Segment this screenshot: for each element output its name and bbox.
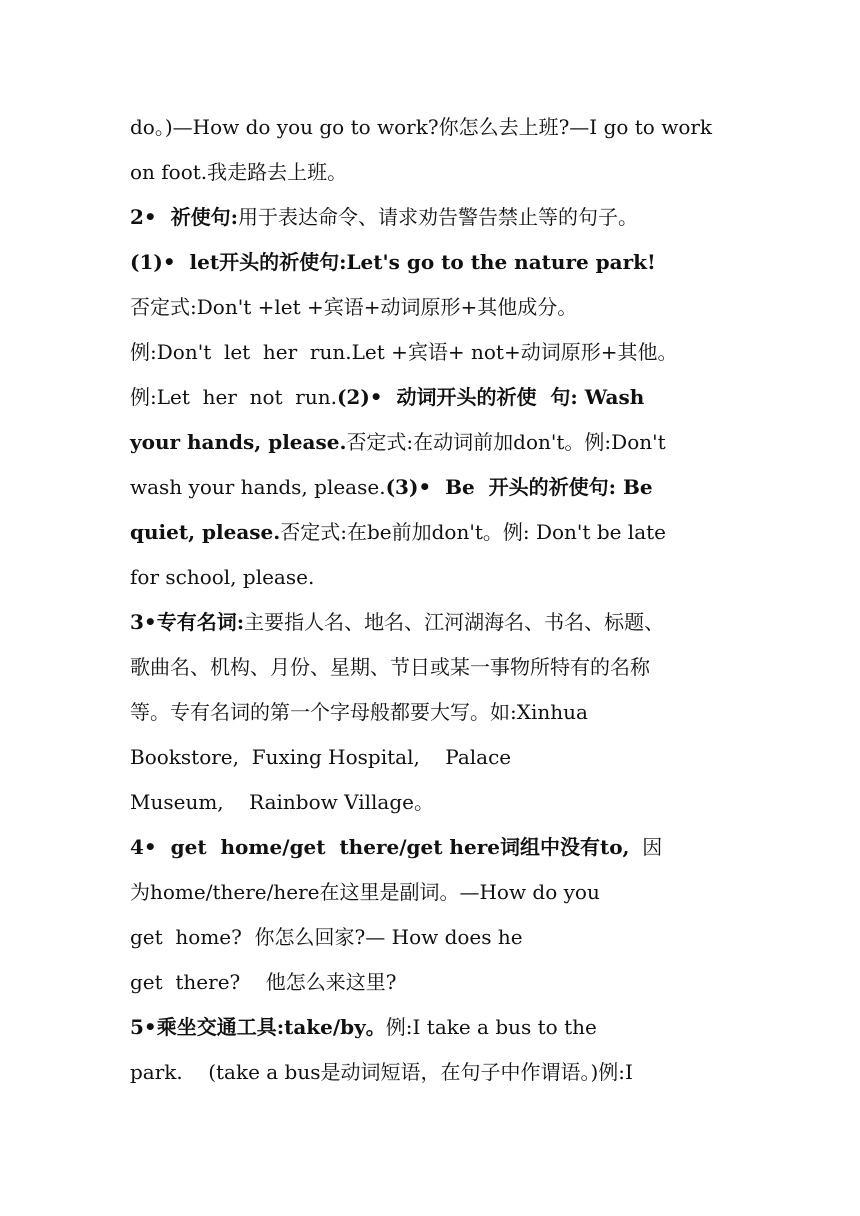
text-segment: 用于表达命令、请求劝告警告禁止等的句子。: [238, 205, 639, 229]
text-segment: wash your hands, please.: [130, 475, 386, 499]
text-line: [130, 292, 770, 322]
text-segment: 等。专有名词的第一个字母般都要大写。如:Xinhua: [130, 700, 588, 724]
text-line: [130, 967, 770, 997]
text-line: [130, 832, 770, 862]
text-line: [130, 112, 770, 142]
bold-text-segment: (1)• let开头的祈使句:Let's go to the nature park!: [130, 250, 656, 274]
text-line: [130, 742, 770, 772]
bold-text-segment: (2)• 动词开头的祈使 句: Wash: [336, 385, 645, 409]
text-line: [130, 202, 770, 232]
text-segment: Museum, Rainbow Village。: [130, 790, 434, 814]
text-segment: get there? 他怎么来这里?: [130, 970, 397, 994]
text-segment: 为home/there/here在这里是副词。—How do you: [130, 880, 600, 904]
text-line: [130, 1012, 770, 1042]
text-line: [130, 517, 770, 547]
bold-text-segment: your hands, please.: [130, 430, 347, 454]
text-segment: 例:I take a bus to the: [385, 1015, 597, 1039]
text-line: [130, 787, 770, 817]
text-line: [130, 472, 770, 502]
text-line: [130, 382, 770, 412]
text-line: [130, 247, 770, 277]
text-line: [130, 562, 770, 592]
text-segment: park. (take a bus是动词短语，在句子中作谓语。)例:I: [130, 1060, 633, 1084]
text-line: [130, 877, 770, 907]
text-segment: do。)—How do you go to work?你怎么去上班?—I go to work: [130, 115, 713, 139]
text-segment: 否定式:在动词前加don't。例:Don't: [346, 430, 666, 454]
bold-text-segment: 2• 祈使句:: [130, 205, 239, 229]
text-segment: 例:Don't let her run.Let +宾语+ not+动词原形+其他。: [130, 340, 678, 364]
bold-text-segment: (3)• Be 开头的祈使句: Be: [385, 475, 653, 499]
text-line: [130, 157, 770, 187]
text-line: [130, 427, 770, 457]
text-segment: 因: [629, 835, 663, 859]
bold-text-segment: 5•乘坐交通工具:take/by。: [130, 1015, 386, 1039]
text-segment: 否定式:在be前加don't。例: Don't be late: [280, 520, 667, 544]
text-segment: 否定式:Don't +let +宾语+动词原形+其他成分。: [130, 295, 578, 319]
text-segment: get home? 你怎么回家?— How does he: [130, 925, 523, 949]
text-segment: for school, please.: [130, 565, 315, 589]
text-line: [130, 652, 770, 682]
text-line: [130, 607, 770, 637]
text-line: [130, 337, 770, 367]
text-segment: on foot.我走路去上班。: [130, 160, 348, 184]
bold-text-segment: 4• get home/get there/get here词组中没有to,: [130, 835, 630, 859]
text-line: [130, 1057, 770, 1087]
text-segment: Bookstore, Fuxing Hospital, Palace: [130, 745, 512, 769]
text-line: [130, 922, 770, 952]
text-segment: 歌曲名、机构、月份、星期、节日或某一事物所特有的名称: [130, 655, 650, 679]
bold-text-segment: quiet, please.: [130, 520, 281, 544]
text-segment: 主要指人名、地名、江河湖海名、书名、标题、: [244, 610, 665, 634]
text-line: [130, 697, 770, 727]
text-segment: 例:Let her not run.: [130, 385, 337, 409]
bold-text-segment: 3•专有名词:: [130, 610, 245, 634]
